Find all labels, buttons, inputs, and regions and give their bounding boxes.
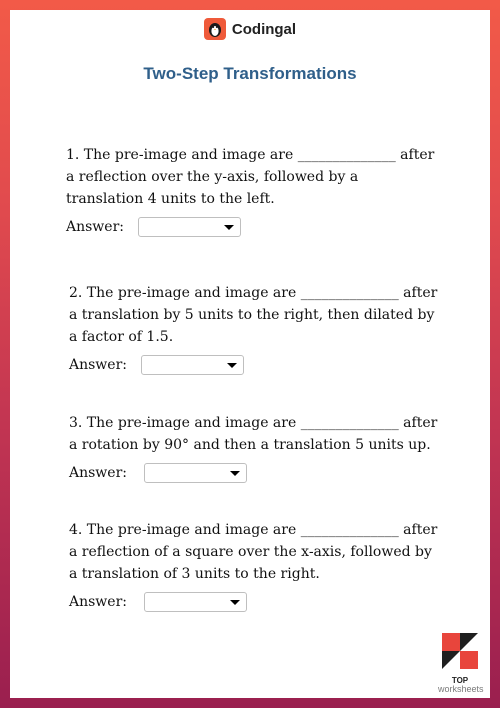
question-4	[69, 519, 439, 613]
logo-bottom-text: worksheets	[438, 684, 484, 694]
question-3	[69, 412, 439, 484]
chevron-down-icon	[230, 600, 240, 605]
answer-label: Answer:	[69, 357, 127, 373]
answer-label: Answer:	[66, 219, 124, 235]
worksheet-page	[10, 10, 490, 698]
question-text: 3. The pre-image and image are ______________ after a rotation by 90° and then a translation 5 units up.	[69, 415, 438, 453]
page-title: Two-Step Transformations	[143, 64, 357, 83]
penguin-icon	[204, 18, 226, 40]
top-worksheets-icon	[441, 632, 479, 670]
brand-name: Codingal	[231, 20, 297, 38]
answer-row	[69, 591, 439, 613]
answer-dropdown-1[interactable]	[138, 217, 241, 237]
logo-top-text: TOP	[451, 676, 469, 685]
top-worksheets-logo	[438, 632, 482, 694]
answer-row	[69, 462, 439, 484]
question-text: 1. The pre-image and image are ______________ after a reflection over the y-axis, followed by a translation 4 units to the left.	[66, 147, 435, 207]
brand-header	[10, 18, 490, 40]
question-2	[69, 282, 439, 376]
answer-dropdown-3[interactable]	[144, 463, 247, 483]
answer-row	[66, 216, 436, 238]
answer-row	[69, 354, 439, 376]
question-text: 2. The pre-image and image are ______________ after a translation by 5 units to the right, then dilated by a factor of 1.5.	[69, 285, 438, 345]
chevron-down-icon	[230, 471, 240, 476]
question-1	[66, 144, 436, 238]
chevron-down-icon	[224, 225, 234, 230]
answer-label: Answer:	[69, 594, 127, 610]
answer-dropdown-4[interactable]	[144, 592, 247, 612]
answer-dropdown-2[interactable]	[141, 355, 244, 375]
question-text: 4. The pre-image and image are ______________ after a reflection of a square over the x-axis, followed by a translation of 3 units to the right.	[69, 522, 438, 582]
answer-label: Answer:	[69, 465, 127, 481]
chevron-down-icon	[227, 363, 237, 368]
